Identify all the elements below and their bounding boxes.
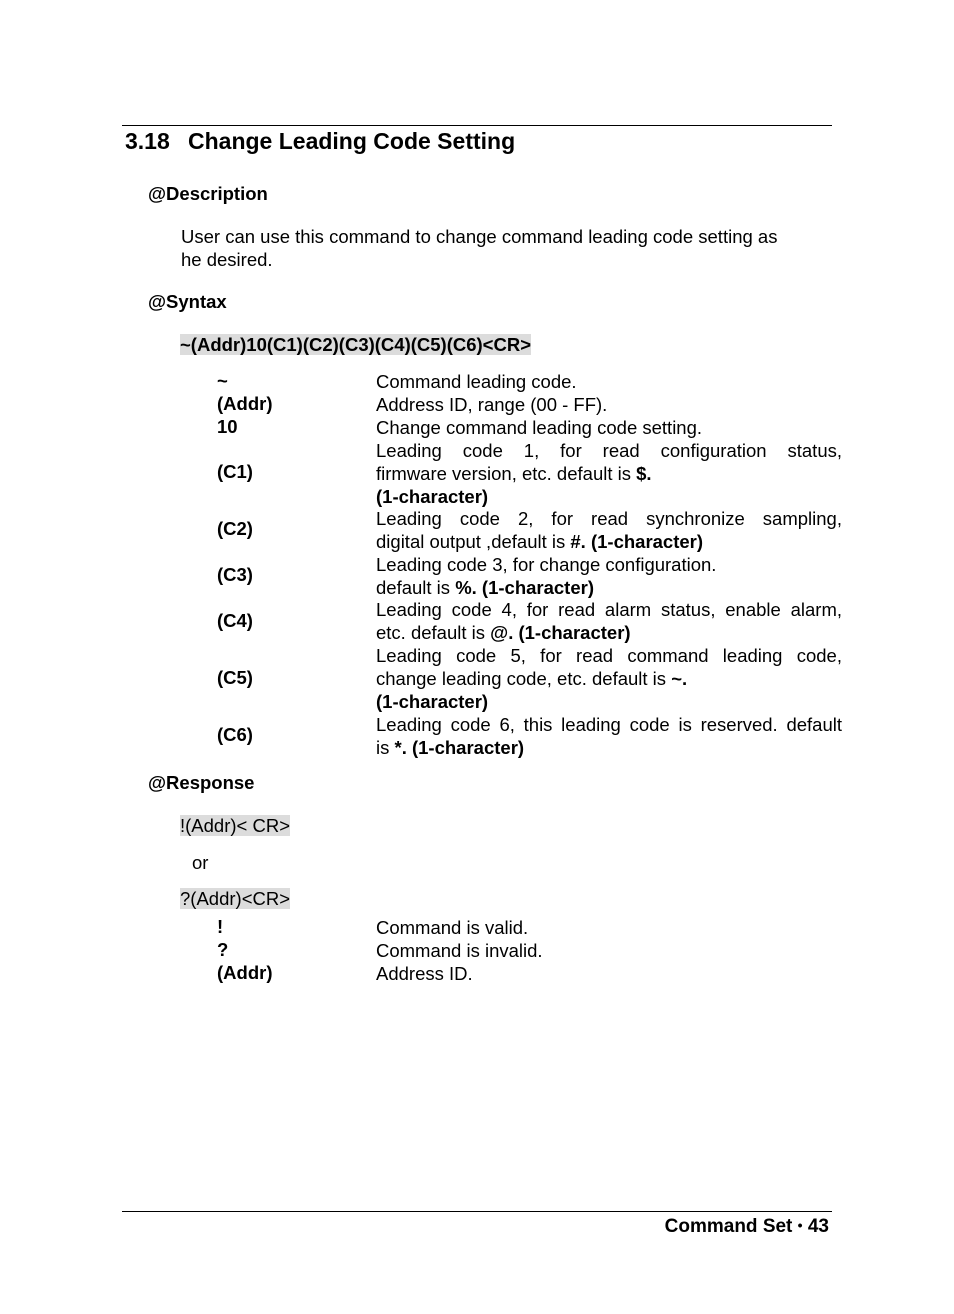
- param-c5: (C5): [217, 667, 253, 688]
- param-c4-desc: [376, 598, 842, 644]
- footer-bullet: •: [797, 1217, 803, 1233]
- response-invalid: [180, 887, 290, 910]
- bottom-rule: [122, 1211, 832, 1212]
- response-valid: [180, 814, 290, 837]
- param-c4-line-2: [376, 621, 842, 644]
- syntax-heading: @Syntax: [148, 291, 227, 312]
- param-c1-line-3: [376, 485, 842, 508]
- param-10: 10: [217, 416, 238, 437]
- param-c5-line-1: Leading code 5, for read command leading code,: [376, 645, 842, 666]
- param-c6: (C6): [217, 724, 253, 745]
- param-c1-line-2: [376, 462, 842, 485]
- response-heading: @Response: [148, 772, 255, 793]
- response-or: or: [192, 852, 209, 873]
- resp-param-addr-desc: Address ID.: [376, 963, 473, 984]
- param-c4-line-1: Leading code 4, for read alarm status, enable alarm,: [376, 599, 842, 620]
- resp-param-valid-desc: Command is valid.: [376, 917, 529, 938]
- param-c1-default: $.: [636, 463, 652, 484]
- param-c6-default: *. (1-character): [394, 737, 525, 758]
- response-invalid-text: ?(Addr)<CR>: [180, 888, 291, 909]
- param-c2: (C2): [217, 518, 253, 539]
- param-tilde-desc: Command leading code.: [376, 371, 577, 392]
- param-c6-line-2: [376, 736, 842, 759]
- param-c2-line-1: Leading code 2, for read synchronize sampling,: [376, 508, 842, 529]
- description-heading: @Description: [148, 183, 268, 204]
- param-c1-line-1: Leading code 1, for read configuration status,: [376, 440, 842, 461]
- section-title-text: Change Leading Code Setting: [188, 128, 516, 154]
- param-c5-length: (1-character): [376, 691, 489, 712]
- resp-param-valid: !: [217, 916, 224, 937]
- param-c3-desc: [376, 553, 842, 599]
- page-footer: [665, 1216, 829, 1238]
- param-c2-desc: [376, 507, 842, 553]
- description-line-1: User can use this command to change command leading code setting as: [181, 226, 778, 247]
- param-c3-line-2-text: default is: [376, 577, 456, 598]
- param-c2-line-2-text: digital output ,default is: [376, 531, 571, 552]
- description-text: [181, 225, 831, 271]
- param-c3: (C3): [217, 564, 253, 585]
- param-c2-default: #. (1-character): [570, 531, 704, 552]
- syntax-command: [180, 334, 531, 356]
- resp-param-addr: (Addr): [217, 962, 273, 983]
- param-c6-line-1: Leading code 6, this leading code is reserved. default: [376, 714, 842, 735]
- param-c4-line-2-text: etc. default is: [376, 622, 491, 643]
- resp-param-invalid-desc: Command is invalid.: [376, 940, 543, 961]
- param-c5-line-2: [376, 667, 842, 690]
- section-number: 3.18: [125, 128, 170, 154]
- param-c6-line-2-text: is: [376, 737, 395, 758]
- syntax-command-text: ~(Addr)10(C1)(C2)(C3)(C4)(C5)(C6)<CR>: [180, 334, 532, 355]
- param-c5-default: ~.: [671, 668, 688, 689]
- param-c3-line-2: [376, 576, 842, 599]
- param-addr: (Addr): [217, 393, 273, 414]
- section-title: [125, 128, 515, 155]
- param-addr-desc: Address ID, range (00 - FF).: [376, 394, 608, 415]
- description-line-2: he desired.: [181, 249, 273, 270]
- param-c3-line-1: Leading code 3, for change configuration.: [376, 554, 717, 575]
- page-number: 43: [807, 1216, 829, 1237]
- param-tilde: ~: [217, 370, 228, 391]
- response-valid-text: !(Addr)< CR>: [180, 815, 291, 836]
- top-rule: [122, 125, 832, 126]
- param-c1-line-2-text: firmware version, etc. default is: [376, 463, 637, 484]
- param-c2-line-2: [376, 530, 842, 553]
- param-c4: (C4): [217, 610, 253, 631]
- resp-param-invalid: ?: [217, 939, 229, 960]
- param-c5-line-2-text: change leading code, etc. default is: [376, 668, 672, 689]
- param-c1-length: (1-character): [376, 486, 489, 507]
- param-10-desc: Change command leading code setting.: [376, 417, 703, 438]
- param-c1-desc: [376, 439, 842, 508]
- param-c5-line-3: [376, 690, 842, 713]
- param-c6-desc: [376, 713, 842, 759]
- footer-label: Command Set: [664, 1216, 793, 1237]
- param-c4-default: @. (1-character): [490, 622, 631, 643]
- param-c5-desc: [376, 644, 842, 713]
- param-c3-default: %. (1-character): [455, 577, 594, 598]
- param-c1: (C1): [217, 461, 253, 482]
